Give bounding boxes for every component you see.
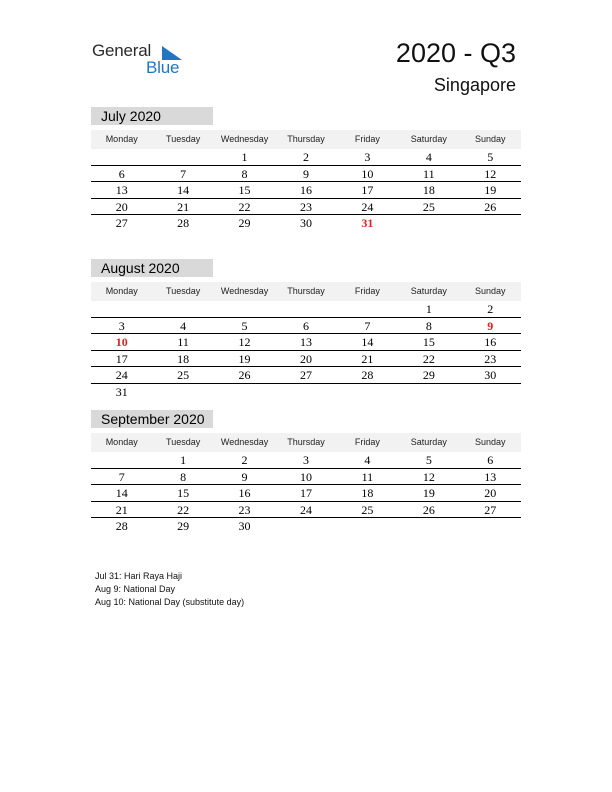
weekday-label: Wednesday bbox=[220, 286, 269, 296]
day-cell: 12 bbox=[422, 469, 435, 484]
day-cell: 28 bbox=[115, 519, 128, 534]
day-cell: 17 bbox=[115, 351, 128, 366]
day-cell: 30 bbox=[484, 368, 497, 383]
day-cell: 25 bbox=[361, 502, 374, 517]
week-row bbox=[91, 469, 521, 486]
weekday-label: Monday bbox=[105, 437, 138, 447]
day-cell bbox=[460, 384, 521, 401]
day-cell: 15 bbox=[238, 183, 251, 198]
day-cell: 29 bbox=[238, 216, 251, 231]
day-cell: 27 bbox=[299, 368, 312, 383]
holiday-day-cell: 31 bbox=[361, 216, 374, 231]
holiday-notes bbox=[95, 570, 244, 609]
month-title: September 2020 bbox=[91, 410, 213, 428]
day-cell: 11 bbox=[177, 335, 189, 350]
day-cell: 20 bbox=[115, 199, 128, 214]
day-cell: 15 bbox=[422, 335, 435, 350]
holiday-day-cell: 9 bbox=[487, 318, 494, 333]
day-cell: 24 bbox=[361, 199, 374, 214]
day-cell: 7 bbox=[364, 318, 371, 333]
day-cell: 28 bbox=[177, 216, 190, 231]
weekday-label: Tuesday bbox=[166, 134, 201, 144]
day-cell bbox=[398, 215, 459, 232]
month-september bbox=[91, 410, 521, 535]
day-cell: 19 bbox=[422, 486, 435, 501]
day-cell: 31 bbox=[115, 384, 128, 399]
week-row bbox=[91, 215, 521, 232]
weekday-label: Tuesday bbox=[166, 286, 201, 296]
day-cell: 23 bbox=[484, 351, 497, 366]
day-cell bbox=[398, 384, 459, 401]
day-cell: 18 bbox=[177, 351, 190, 366]
day-cell: 10 bbox=[299, 469, 312, 484]
day-cell: 26 bbox=[238, 368, 251, 383]
weekday-label: Friday bbox=[354, 134, 380, 144]
day-cell bbox=[460, 518, 521, 535]
day-cell: 1 bbox=[180, 453, 187, 467]
day-cell: 27 bbox=[115, 216, 128, 231]
day-cell: 1 bbox=[241, 150, 248, 164]
holiday-note: Aug 9: National Day bbox=[95, 584, 176, 594]
weekday-label: Sunday bbox=[474, 134, 506, 144]
day-cell: 17 bbox=[299, 486, 312, 501]
day-cell: 11 bbox=[361, 469, 374, 484]
day-cell bbox=[91, 452, 152, 468]
logo bbox=[92, 41, 202, 79]
day-cell: 25 bbox=[422, 199, 435, 214]
weekday-label: Saturday bbox=[410, 286, 447, 296]
month-august bbox=[91, 259, 521, 401]
day-cell: 6 bbox=[487, 453, 494, 467]
day-cell bbox=[398, 518, 459, 535]
week-row bbox=[91, 502, 521, 519]
week-row bbox=[91, 384, 521, 401]
day-cell bbox=[337, 301, 398, 317]
day-cell bbox=[337, 384, 398, 401]
week-row bbox=[91, 518, 521, 535]
week-row bbox=[91, 301, 521, 318]
day-cell: 6 bbox=[118, 166, 125, 181]
day-cell: 3 bbox=[364, 150, 371, 164]
day-cell bbox=[275, 384, 336, 401]
holiday-note: Jul 31: Hari Raya Haji bbox=[95, 571, 183, 581]
day-cell: 13 bbox=[484, 469, 497, 484]
day-cell: 13 bbox=[299, 335, 312, 350]
day-cell: 3 bbox=[118, 318, 125, 333]
day-cell: 22 bbox=[177, 502, 190, 517]
day-cell: 14 bbox=[361, 335, 374, 350]
day-cell: 14 bbox=[115, 486, 128, 501]
weekday-label: Saturday bbox=[410, 134, 447, 144]
weekday-label: Friday bbox=[354, 286, 380, 296]
day-cell bbox=[275, 301, 336, 317]
day-cell: 21 bbox=[115, 502, 128, 517]
week-row bbox=[91, 334, 521, 351]
weekday-header-row bbox=[91, 433, 521, 452]
week-row bbox=[91, 367, 521, 384]
day-cell: 5 bbox=[487, 150, 494, 164]
week-row bbox=[91, 452, 521, 469]
day-cell: 29 bbox=[177, 519, 190, 534]
day-cell: 28 bbox=[361, 368, 374, 383]
day-cell: 18 bbox=[422, 183, 435, 198]
day-cell: 13 bbox=[115, 183, 128, 198]
day-cell: 2 bbox=[241, 453, 248, 467]
day-cell: 7 bbox=[180, 166, 187, 181]
day-cell: 4 bbox=[180, 318, 187, 333]
day-cell: 15 bbox=[177, 486, 190, 501]
day-cell: 29 bbox=[422, 368, 435, 383]
day-cell bbox=[275, 518, 336, 535]
weekday-label: Sunday bbox=[474, 437, 506, 447]
day-cell: 25 bbox=[177, 368, 190, 383]
day-cell: 24 bbox=[115, 368, 128, 383]
day-cell: 19 bbox=[238, 351, 251, 366]
day-cell: 3 bbox=[302, 453, 309, 467]
day-cell: 10 bbox=[361, 166, 374, 181]
day-cell: 30 bbox=[299, 216, 312, 231]
week-row bbox=[91, 182, 521, 199]
weekday-label: Sunday bbox=[474, 286, 506, 296]
weekday-header-row bbox=[91, 130, 521, 149]
day-cell: 5 bbox=[425, 453, 432, 467]
day-cell bbox=[460, 215, 521, 232]
day-cell: 2 bbox=[302, 150, 309, 164]
logo-general-text: General bbox=[92, 41, 152, 60]
day-cell: 9 bbox=[241, 469, 248, 484]
weekday-label: Thursday bbox=[287, 286, 325, 296]
day-cell: 22 bbox=[238, 199, 251, 214]
week-row bbox=[91, 351, 521, 368]
day-cell: 18 bbox=[361, 486, 374, 501]
day-cell: 27 bbox=[484, 502, 497, 517]
day-cell: 17 bbox=[361, 183, 374, 198]
day-cell: 21 bbox=[361, 351, 374, 366]
day-cell: 26 bbox=[422, 502, 435, 517]
weekday-label: Monday bbox=[105, 134, 138, 144]
day-cell: 30 bbox=[238, 519, 251, 534]
week-row bbox=[91, 318, 521, 335]
weekday-header-row bbox=[91, 282, 521, 301]
day-cell: 24 bbox=[299, 502, 312, 517]
country-name: Singapore bbox=[433, 75, 516, 95]
day-cell: 12 bbox=[238, 335, 251, 350]
day-cell: 23 bbox=[299, 199, 312, 214]
day-cell: 2 bbox=[487, 302, 494, 316]
day-cell bbox=[337, 518, 398, 535]
month-title: July 2020 bbox=[91, 107, 213, 125]
weekday-label: Thursday bbox=[287, 437, 325, 447]
week-row bbox=[91, 166, 521, 183]
day-cell bbox=[152, 301, 213, 317]
day-cell: 1 bbox=[425, 302, 432, 316]
page-title: 2020 - Q3 bbox=[395, 38, 516, 68]
weekday-label: Tuesday bbox=[166, 437, 201, 447]
day-cell: 16 bbox=[299, 183, 312, 198]
day-cell bbox=[152, 384, 213, 401]
day-cell: 14 bbox=[177, 183, 190, 198]
day-cell: 4 bbox=[425, 150, 432, 164]
weekday-label: Monday bbox=[105, 286, 138, 296]
day-cell: 7 bbox=[118, 469, 125, 484]
day-cell: 8 bbox=[425, 318, 432, 333]
day-cell bbox=[91, 301, 152, 317]
day-cell: 16 bbox=[238, 486, 251, 501]
weekday-label: Saturday bbox=[410, 437, 447, 447]
day-cell: 8 bbox=[180, 469, 187, 484]
day-cell: 5 bbox=[241, 318, 248, 333]
day-cell bbox=[214, 384, 275, 401]
day-cell: 4 bbox=[364, 453, 371, 467]
day-cell: 6 bbox=[302, 318, 309, 333]
weekday-label: Wednesday bbox=[220, 437, 269, 447]
day-cell: 22 bbox=[422, 351, 435, 366]
day-cell bbox=[214, 301, 275, 317]
day-cell: 12 bbox=[484, 166, 497, 181]
day-cell: 19 bbox=[484, 183, 497, 198]
day-cell: 9 bbox=[302, 166, 309, 181]
holiday-day-cell: 10 bbox=[115, 335, 128, 350]
day-cell: 20 bbox=[484, 486, 497, 501]
weekday-label: Wednesday bbox=[220, 134, 269, 144]
day-cell: 8 bbox=[241, 166, 248, 181]
weekday-label: Thursday bbox=[287, 134, 325, 144]
week-row bbox=[91, 149, 521, 166]
holiday-note: Aug 10: National Day (substitute day) bbox=[95, 597, 245, 607]
day-cell: 16 bbox=[484, 335, 497, 350]
day-cell: 26 bbox=[484, 199, 497, 214]
month-title: August 2020 bbox=[91, 259, 213, 277]
week-row bbox=[91, 485, 521, 502]
day-cell bbox=[152, 149, 213, 165]
day-cell: 20 bbox=[299, 351, 312, 366]
logo-blue-text: Blue bbox=[146, 58, 180, 77]
weekday-label: Friday bbox=[354, 437, 380, 447]
day-cell: 21 bbox=[177, 199, 190, 214]
day-cell: 23 bbox=[238, 502, 251, 517]
day-cell bbox=[91, 149, 152, 165]
month-july bbox=[91, 107, 521, 232]
day-cell: 11 bbox=[423, 166, 435, 181]
week-row bbox=[91, 199, 521, 216]
